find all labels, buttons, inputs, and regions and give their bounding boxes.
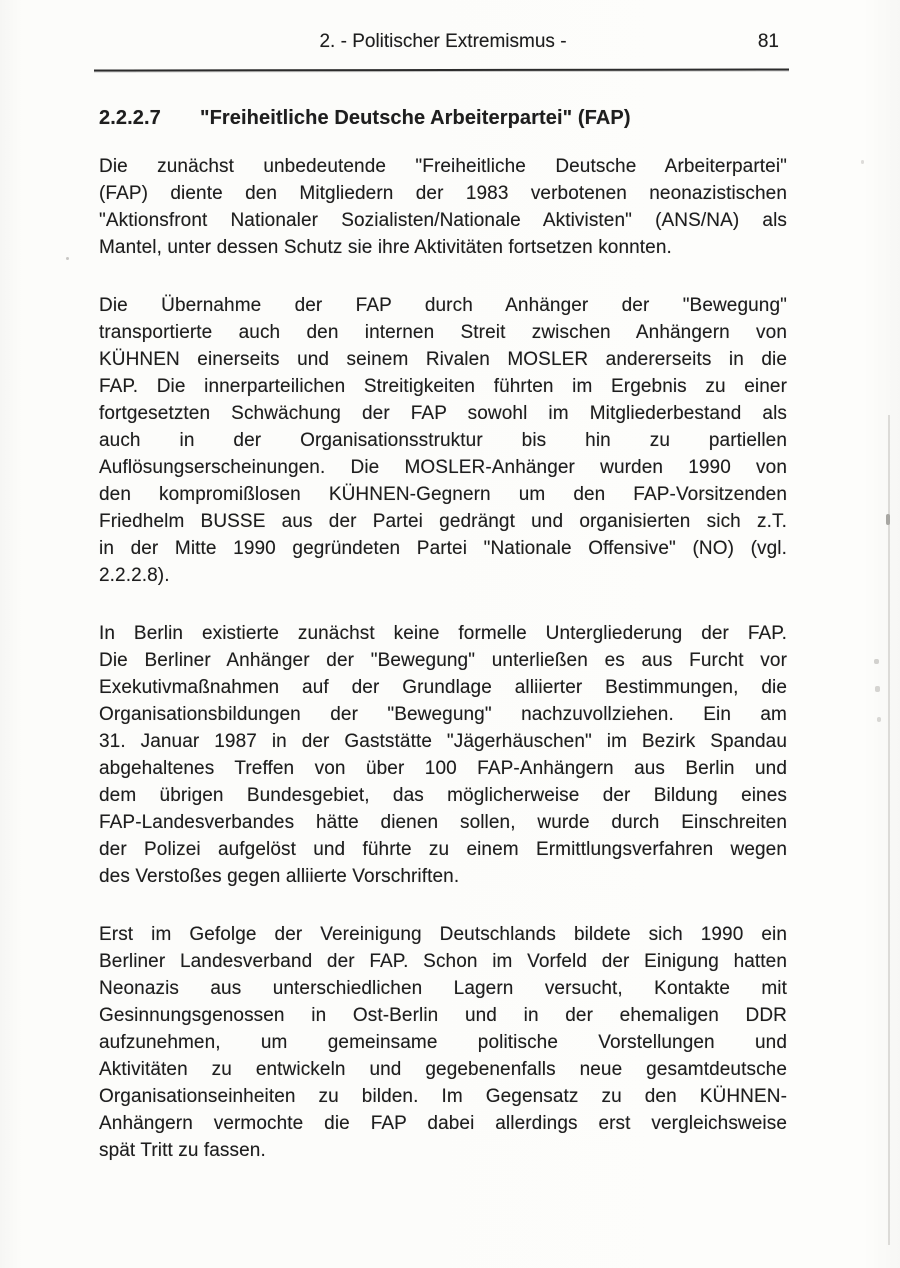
scan-artifact-edge-line — [888, 415, 890, 1245]
scan-artifact-dash — [886, 514, 890, 525]
text-line: Die zunächst unbedeutende "Freiheitliche Deutsche Arbeiterpartei" — [99, 156, 787, 177]
text-line: in der Mitte 1990 gegründeten Partei "Nationale Offensive" (NO) (vgl. — [99, 538, 787, 559]
text-line: Friedhelm BUSSE aus der Partei gedrängt und organisierten sich z.T. — [99, 511, 787, 532]
page-number: 81 — [757, 31, 779, 52]
section-number: 2.2.2.7 — [99, 107, 161, 129]
paragraph — [99, 153, 787, 261]
text-line: Exekutivmaßnahmen auf der Grundlage alliierter Bestimmungen, die — [99, 677, 787, 698]
page-header — [99, 31, 787, 55]
text-line: FAP. Die innerparteilichen Streitigkeiten führten im Ergebnis zu einer — [99, 376, 787, 397]
text-line: 31. Januar 1987 in der Gaststätte "Jägerhäuschen" im Bezirk Spandau — [99, 731, 787, 752]
scan-artifact-speck — [66, 257, 69, 260]
header-divider-line — [94, 69, 789, 72]
text-line: Auflösungserscheinungen. Die MOSLER-Anhänger wurden 1990 von — [99, 457, 787, 478]
paragraph — [99, 620, 787, 890]
text-line: den kompromißlosen KÜHNEN-Gegnern um den FAP-Vorsitzenden — [99, 484, 787, 505]
text-line: auch in der Organisationsstruktur bis hin zu partiellen — [99, 430, 787, 451]
paragraph — [99, 921, 787, 1164]
text-line: dem übrigen Bundesgebiet, das möglicherweise der Bildung eines — [99, 785, 787, 806]
scan-artifact-speck — [875, 686, 880, 692]
text-line: Anhängern vermochte die FAP dabei allerdings erst vergleichsweise — [99, 1113, 787, 1134]
scan-artifact-speck — [861, 160, 864, 164]
paragraph — [99, 292, 787, 589]
text-line: "Aktionsfront Nationaler Sozialisten/Nationale Aktivisten" (ANS/NA) als — [99, 210, 787, 231]
text-line: Organisationsbildungen der "Bewegung" nachzuvollziehen. Ein am — [99, 704, 787, 725]
text-line: abgehaltenes Treffen von über 100 FAP-Anhängern aus Berlin und — [99, 758, 787, 779]
scan-artifact-speck — [877, 717, 881, 722]
text-line: (FAP) diente den Mitgliedern der 1983 verbotenen neonazistischen — [99, 183, 787, 204]
text-line: 2.2.2.8). — [99, 565, 170, 586]
text-line: der Polizei aufgelöst und führte zu einem Ermittlungsverfahren wegen — [99, 839, 787, 860]
scan-artifact-speck — [874, 659, 879, 664]
text-line: fortgesetzten Schwächung der FAP sowohl im Mitgliederbestand als — [99, 403, 787, 424]
text-line: KÜHNEN einerseits und seinem Rivalen MOSLER andererseits in die — [99, 349, 787, 370]
text-line: Die Übernahme der FAP durch Anhänger der "Bewegung" — [99, 295, 787, 316]
text-line: Die Berliner Anhänger der "Bewegung" unterließen es aus Furcht vor — [99, 650, 787, 671]
text-line: Erst im Gefolge der Vereinigung Deutschlands bildete sich 1990 ein — [99, 924, 787, 945]
text-line: des Verstoßes gegen alliierte Vorschriften. — [99, 866, 460, 887]
text-line: transportierte auch den internen Streit zwischen Anhängern von — [99, 322, 787, 343]
text-line: In Berlin existierte zunächst keine formelle Untergliederung der FAP. — [99, 623, 787, 644]
document-paragraphs — [99, 153, 787, 1195]
text-line: Gesinnungsgenossen in Ost-Berlin und in der ehemaligen DDR — [99, 1005, 787, 1026]
text-line: Neonazis aus unterschiedlichen Lagern versucht, Kontakte mit — [99, 978, 787, 999]
text-line: spät Tritt zu fassen. — [99, 1140, 266, 1161]
section-title: "Freiheitliche Deutsche Arbeiterpartei" (FAP) — [200, 107, 631, 129]
text-line: Aktivitäten zu entwickeln und gegebenenfalls neue gesamtdeutsche — [99, 1059, 787, 1080]
text-line: aufzunehmen, um gemeinsame politische Vorstellungen und — [99, 1032, 787, 1053]
text-line: Berliner Landesverband der FAP. Schon im Vorfeld der Einigung hatten — [99, 951, 787, 972]
section-heading — [99, 107, 631, 130]
text-line: Mantel, unter dessen Schutz sie ihre Aktivitäten fortsetzen konnten. — [99, 237, 672, 258]
running-header-title: 2. - Politischer Extremismus - — [319, 31, 567, 52]
text-line: FAP-Landesverbandes hätte dienen sollen, wurde durch Einschreiten — [99, 812, 787, 833]
text-line: Organisationseinheiten zu bilden. Im Gegensatz zu den KÜHNEN- — [99, 1086, 787, 1107]
